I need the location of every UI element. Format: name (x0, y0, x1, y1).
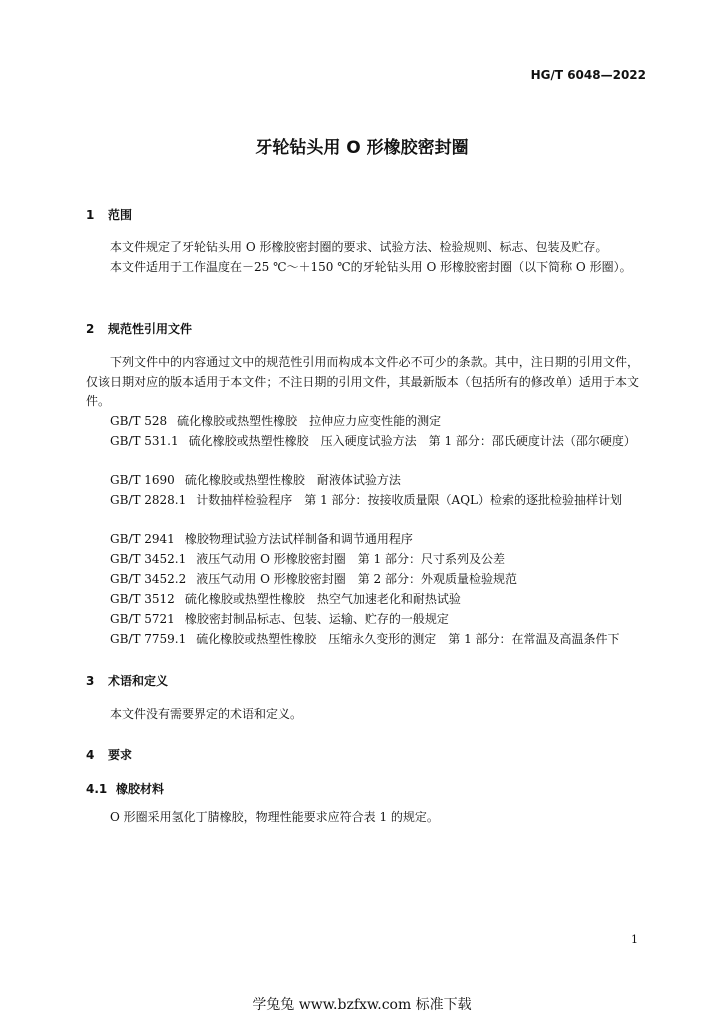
reference-item (86, 570, 639, 590)
reference-code: GB/T 1690 (110, 473, 175, 487)
section-2-heading (86, 320, 192, 337)
reference-code: GB/T 531.1 (110, 434, 179, 448)
reference-code: GB/T 7759.1 (110, 632, 187, 646)
paragraph: 本文件规定了牙轮钻头用 O 形橡胶密封圈的要求、试验方法、检验规则、标志、包装及贮存。 (110, 240, 608, 254)
reference-code: GB/T 528 (110, 414, 168, 428)
section-1-heading (86, 206, 132, 223)
reference-title: 橡胶物理试验方法试样制备和调节通用程序 (184, 532, 413, 546)
section-title: 范围 (108, 208, 133, 222)
section-number: 4 (86, 748, 95, 762)
reference-item (86, 590, 639, 610)
reference-title: 硫化橡胶或热塑性橡胶 拉伸应力应变性能的测定 (177, 414, 442, 428)
reference-code: GB/T 2828.1 (110, 493, 187, 507)
reference-title: 硫化橡胶或热塑性橡胶 耐液体试验方法 (184, 473, 401, 487)
page-number: 1 (631, 933, 638, 946)
reference-item (86, 610, 639, 630)
subsection-4-1-heading (86, 780, 164, 797)
reference-title: 液压气动用 O 形橡胶密封圈 第 2 部分：外观质量检验规范 (196, 572, 517, 586)
section-number: 1 (86, 208, 95, 222)
section-title: 术语和定义 (108, 674, 169, 688)
section-title: 规范性引用文件 (108, 322, 193, 336)
reference-code: GB/T 3452.2 (110, 572, 187, 586)
reference-title: 硫化橡胶或热塑性橡胶 压入硬度试验方法 第 1 部分：邵氏硬度计法（邵尔硬度） (188, 434, 636, 448)
reference-code: GB/T 3452.1 (110, 552, 187, 566)
reference-title: 计数抽样检验程序 第 1 部分：按接收质量限（AQL）检索的逐批检验抽样计划 (196, 493, 623, 507)
section-title: 橡胶材料 (116, 782, 165, 796)
reference-code: GB/T 2941 (110, 532, 175, 546)
reference-item (86, 550, 639, 570)
section-3-heading (86, 672, 168, 689)
reference-item (86, 471, 639, 491)
reference-item (86, 491, 639, 511)
document-title: 牙轮钻头用 O 形橡胶密封圈 (255, 138, 469, 158)
section-4-heading (86, 746, 132, 763)
footer-watermark: 学兔兔 www.bzfxw.com 标准下载 (252, 997, 472, 1013)
section-number: 3 (86, 674, 95, 688)
reference-title: 液压气动用 O 形橡胶密封圈 第 1 部分：尺寸系列及公差 (196, 552, 505, 566)
paragraph: O 形圈采用氢化丁腈橡胶，物理性能要求应符合表 1 的规定。 (110, 810, 439, 824)
section-title: 要求 (108, 748, 133, 762)
paragraph: 下列文件中的内容通过文中的规范性引用而构成本文件必不可少的条款。其中，注日期的引用文件，仅该日期对应的版本适用于本文件；不注日期的引用文件，其最新版本（包括所有的修改单）适用于本文件。 (86, 355, 639, 408)
reference-item (86, 432, 639, 452)
reference-item (86, 530, 639, 550)
reference-code: GB/T 5721 (110, 612, 175, 626)
reference-title: 橡胶密封制品标志、包装、运输、贮存的一般规定 (184, 612, 449, 626)
reference-item (86, 412, 639, 432)
section-number: 2 (86, 322, 95, 336)
paragraph: 本文件没有需要界定的术语和定义。 (110, 707, 303, 721)
reference-title: 硫化橡胶或热塑性橡胶 热空气加速老化和耐热试验 (184, 592, 461, 606)
reference-title: 硫化橡胶或热塑性橡胶 压缩永久变形的测定 第 1 部分：在常温及高温条件下 (196, 632, 620, 646)
reference-item (86, 630, 639, 650)
standard-number: HG/T 6048—2022 (530, 68, 646, 82)
paragraph: 本文件适用于工作温度在－25 ℃～＋150 ℃的牙轮钻头用 O 形橡胶密封圈（以下简称 O 形圈）。 (110, 260, 632, 274)
reference-code: GB/T 3512 (110, 592, 175, 606)
section-number: 4.1 (86, 782, 108, 796)
